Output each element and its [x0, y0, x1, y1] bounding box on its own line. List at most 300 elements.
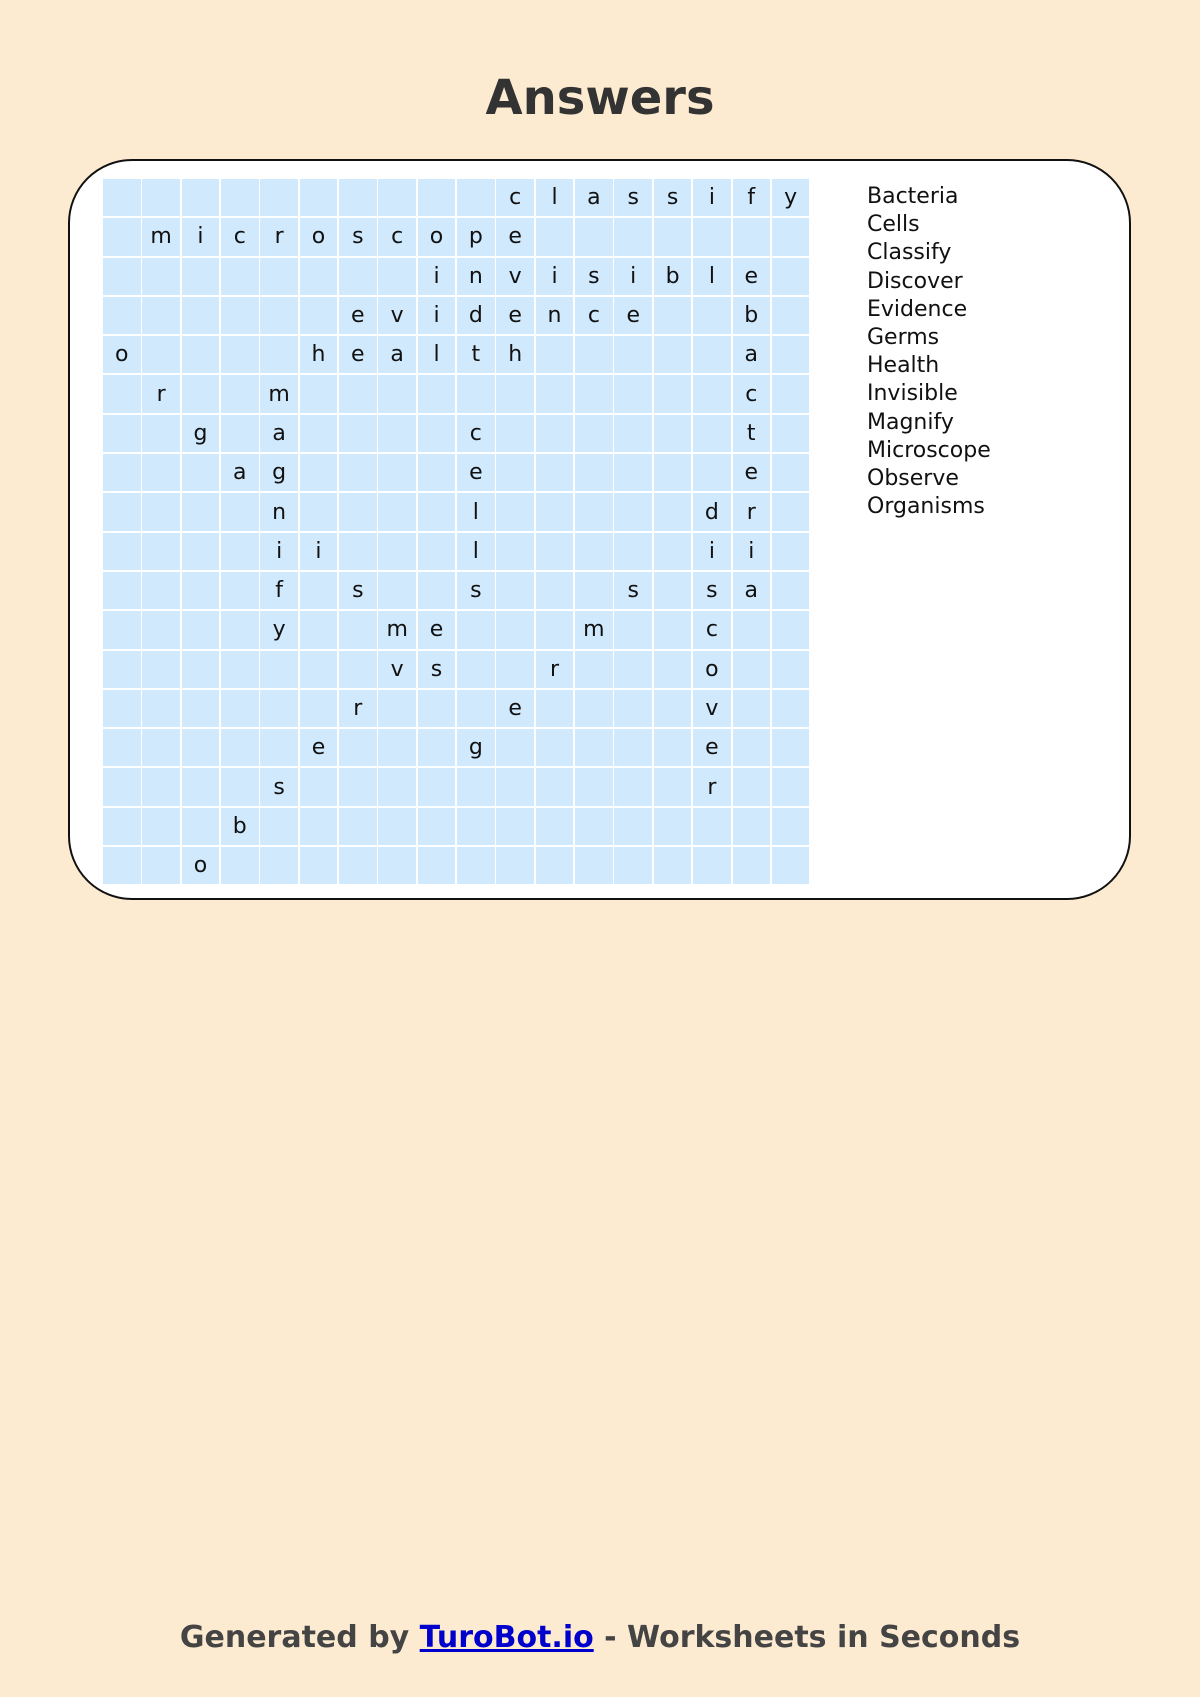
grid-cell: m — [575, 611, 613, 648]
grid-cell: f — [260, 572, 298, 609]
grid-cell — [103, 454, 141, 491]
grid-cell — [378, 729, 416, 766]
grid-cell — [654, 808, 692, 845]
grid-cell — [654, 493, 692, 530]
grid-cell — [654, 454, 692, 491]
grid-cell: r — [142, 375, 180, 412]
grid-cell: h — [496, 336, 534, 373]
grid-cell: b — [733, 297, 771, 334]
grid-cell: e — [496, 218, 534, 255]
grid-cell — [103, 768, 141, 805]
grid-cell — [378, 179, 416, 216]
grid-cell — [733, 808, 771, 845]
grid-cell — [182, 297, 220, 334]
grid-cell — [693, 218, 731, 255]
grid-cell — [182, 533, 220, 570]
grid-cell — [142, 808, 180, 845]
grid-cell — [221, 415, 259, 452]
grid-cell — [339, 808, 377, 845]
grid-cell — [142, 493, 180, 530]
grid-cell — [654, 572, 692, 609]
grid-cell — [221, 375, 259, 412]
grid-cell — [536, 336, 574, 373]
grid-cell — [457, 768, 495, 805]
grid-cell — [654, 415, 692, 452]
grid-cell — [575, 651, 613, 688]
grid-cell — [654, 336, 692, 373]
grid-cell — [418, 768, 456, 805]
grid-cell — [378, 454, 416, 491]
grid-cell — [418, 572, 456, 609]
grid-cell — [654, 297, 692, 334]
grid-cell — [260, 297, 298, 334]
grid-cell — [733, 690, 771, 727]
grid-cell — [182, 375, 220, 412]
grid-cell: a — [733, 336, 771, 373]
grid-cell: s — [575, 258, 613, 295]
grid-cell — [536, 454, 574, 491]
grid-cell — [536, 218, 574, 255]
grid-cell — [142, 454, 180, 491]
grid-cell — [536, 768, 574, 805]
grid-cell — [339, 611, 377, 648]
grid-cell — [103, 218, 141, 255]
grid-cell — [418, 690, 456, 727]
grid-cell — [654, 218, 692, 255]
grid-cell: s — [418, 651, 456, 688]
grid-cell: a — [733, 572, 771, 609]
grid-cell — [614, 493, 652, 530]
grid-cell: e — [300, 729, 338, 766]
grid-cell — [496, 454, 534, 491]
grid-cell: v — [378, 651, 416, 688]
grid-cell — [221, 729, 259, 766]
word-list-item: Evidence — [867, 296, 968, 322]
grid-cell: l — [693, 258, 731, 295]
grid-cell — [772, 493, 810, 530]
word-list-item: Organisms — [867, 494, 985, 520]
grid-cell — [496, 415, 534, 452]
grid-cell: d — [693, 493, 731, 530]
grid-cell — [260, 651, 298, 688]
grid-cell — [103, 729, 141, 766]
grid-cell: v — [496, 258, 534, 295]
grid-cell — [221, 690, 259, 727]
grid-cell — [654, 651, 692, 688]
grid-cell — [221, 493, 259, 530]
grid-cell: b — [654, 258, 692, 295]
grid-cell — [103, 808, 141, 845]
grid-cell — [733, 611, 771, 648]
grid-cell — [654, 533, 692, 570]
grid-cell: e — [733, 258, 771, 295]
grid-cell: i — [418, 258, 456, 295]
grid-cell — [457, 847, 495, 884]
grid-cell — [614, 847, 652, 884]
grid-cell — [339, 493, 377, 530]
grid-cell — [260, 847, 298, 884]
grid-cell — [182, 611, 220, 648]
grid-cell: s — [339, 572, 377, 609]
grid-cell: l — [457, 533, 495, 570]
grid-cell — [103, 258, 141, 295]
grid-cell: i — [614, 258, 652, 295]
grid-cell — [693, 415, 731, 452]
grid-cell: l — [536, 179, 574, 216]
grid-cell — [575, 454, 613, 491]
grid-cell — [614, 808, 652, 845]
grid-cell — [378, 690, 416, 727]
word-list-item: Discover — [867, 268, 963, 294]
grid-cell: v — [378, 297, 416, 334]
grid-cell: c — [496, 179, 534, 216]
grid-cell — [654, 729, 692, 766]
grid-cell — [772, 454, 810, 491]
grid-cell: p — [457, 218, 495, 255]
grid-cell: s — [457, 572, 495, 609]
grid-cell — [772, 651, 810, 688]
grid-cell — [103, 651, 141, 688]
letter-grid — [103, 179, 809, 884]
grid-cell — [221, 611, 259, 648]
grid-cell — [142, 179, 180, 216]
word-list-item: Observe — [867, 466, 959, 492]
grid-cell — [575, 375, 613, 412]
grid-cell — [575, 218, 613, 255]
grid-cell: s — [260, 768, 298, 805]
puzzle-card — [68, 159, 1131, 900]
grid-cell — [103, 375, 141, 412]
word-list-item: Microscope — [867, 437, 991, 463]
grid-cell — [536, 847, 574, 884]
grid-cell: y — [260, 611, 298, 648]
grid-cell — [339, 415, 377, 452]
grid-cell — [614, 375, 652, 412]
grid-cell — [496, 375, 534, 412]
word-list-item: Magnify — [867, 409, 954, 435]
grid-cell — [300, 415, 338, 452]
grid-cell — [339, 454, 377, 491]
grid-cell: s — [614, 572, 652, 609]
page-title: Answers — [485, 70, 715, 126]
grid-cell — [221, 258, 259, 295]
grid-cell — [693, 454, 731, 491]
grid-cell — [772, 690, 810, 727]
grid-cell — [614, 690, 652, 727]
grid-cell: e — [614, 297, 652, 334]
grid-cell — [575, 415, 613, 452]
grid-cell — [614, 336, 652, 373]
grid-cell — [496, 651, 534, 688]
grid-cell — [221, 179, 259, 216]
grid-cell: e — [339, 297, 377, 334]
grid-cell: o — [300, 218, 338, 255]
grid-cell: m — [378, 611, 416, 648]
grid-cell — [300, 375, 338, 412]
grid-cell — [142, 729, 180, 766]
grid-cell — [300, 493, 338, 530]
grid-cell — [457, 808, 495, 845]
grid-cell — [260, 336, 298, 373]
grid-cell: a — [378, 336, 416, 373]
grid-cell: r — [260, 218, 298, 255]
grid-cell — [103, 690, 141, 727]
grid-cell — [221, 847, 259, 884]
grid-cell — [378, 768, 416, 805]
grid-cell — [654, 768, 692, 805]
footer — [0, 1618, 1200, 1658]
grid-cell: c — [733, 375, 771, 412]
grid-cell: i — [536, 258, 574, 295]
grid-cell: a — [260, 415, 298, 452]
grid-cell: s — [339, 218, 377, 255]
grid-cell — [103, 493, 141, 530]
grid-cell — [496, 729, 534, 766]
grid-cell: i — [260, 533, 298, 570]
grid-cell: f — [733, 179, 771, 216]
grid-cell — [772, 729, 810, 766]
grid-cell — [300, 768, 338, 805]
grid-cell — [418, 847, 456, 884]
grid-cell — [654, 847, 692, 884]
grid-cell — [772, 808, 810, 845]
grid-cell — [260, 808, 298, 845]
grid-cell — [496, 847, 534, 884]
grid-cell: e — [339, 336, 377, 373]
word-list — [867, 183, 991, 521]
grid-cell — [575, 336, 613, 373]
grid-cell — [772, 533, 810, 570]
grid-cell — [496, 493, 534, 530]
grid-cell — [182, 729, 220, 766]
grid-cell — [457, 179, 495, 216]
grid-cell — [182, 493, 220, 530]
grid-cell — [575, 808, 613, 845]
grid-cell — [182, 179, 220, 216]
grid-cell — [418, 808, 456, 845]
grid-cell — [772, 375, 810, 412]
grid-cell: c — [457, 415, 495, 452]
grid-cell — [733, 218, 771, 255]
grid-cell — [733, 651, 771, 688]
grid-cell — [575, 572, 613, 609]
grid-cell — [772, 572, 810, 609]
grid-cell: e — [693, 729, 731, 766]
grid-cell — [339, 375, 377, 412]
grid-cell — [733, 847, 771, 884]
grid-cell — [182, 808, 220, 845]
grid-cell — [221, 572, 259, 609]
grid-cell: s — [614, 179, 652, 216]
grid-cell — [418, 415, 456, 452]
footer-suffix: - Worksheets in Seconds — [593, 1620, 1021, 1655]
grid-cell — [182, 768, 220, 805]
grid-cell — [418, 454, 456, 491]
grid-cell — [378, 375, 416, 412]
grid-cell — [182, 572, 220, 609]
grid-cell — [300, 808, 338, 845]
grid-cell: r — [733, 493, 771, 530]
grid-cell: e — [496, 690, 534, 727]
grid-cell — [221, 533, 259, 570]
grid-cell: i — [300, 533, 338, 570]
grid-cell — [182, 336, 220, 373]
word-list-item: Invisible — [867, 381, 958, 407]
grid-cell: m — [142, 218, 180, 255]
grid-cell: i — [418, 297, 456, 334]
grid-cell — [496, 768, 534, 805]
grid-cell — [221, 768, 259, 805]
grid-cell — [182, 258, 220, 295]
grid-cell — [103, 611, 141, 648]
grid-cell — [418, 729, 456, 766]
grid-cell — [614, 651, 652, 688]
grid-cell — [378, 808, 416, 845]
grid-cell: a — [575, 179, 613, 216]
grid-cell: i — [182, 218, 220, 255]
grid-cell — [378, 847, 416, 884]
grid-cell — [142, 611, 180, 648]
grid-cell: v — [693, 690, 731, 727]
grid-cell — [300, 847, 338, 884]
grid-cell — [221, 651, 259, 688]
grid-cell: n — [260, 493, 298, 530]
grid-cell: m — [260, 375, 298, 412]
grid-cell — [221, 297, 259, 334]
grid-cell: y — [772, 179, 810, 216]
grid-cell: d — [457, 297, 495, 334]
grid-cell — [772, 415, 810, 452]
grid-cell — [457, 651, 495, 688]
grid-cell — [378, 533, 416, 570]
grid-cell — [575, 847, 613, 884]
grid-cell — [300, 690, 338, 727]
grid-cell — [575, 768, 613, 805]
grid-cell — [693, 336, 731, 373]
grid-cell — [457, 690, 495, 727]
grid-cell — [772, 768, 810, 805]
grid-cell — [496, 808, 534, 845]
grid-cell: e — [496, 297, 534, 334]
grid-cell — [693, 375, 731, 412]
grid-cell — [693, 847, 731, 884]
grid-cell: e — [418, 611, 456, 648]
grid-cell — [536, 690, 574, 727]
grid-cell — [614, 415, 652, 452]
grid-cell — [614, 611, 652, 648]
grid-cell: l — [457, 493, 495, 530]
grid-cell — [378, 258, 416, 295]
grid-cell: o — [693, 651, 731, 688]
grid-cell — [142, 651, 180, 688]
grid-cell — [378, 493, 416, 530]
grid-cell — [614, 768, 652, 805]
grid-cell — [142, 533, 180, 570]
grid-cell — [260, 258, 298, 295]
grid-cell — [536, 533, 574, 570]
grid-cell: i — [693, 179, 731, 216]
grid-cell — [536, 572, 574, 609]
grid-cell: b — [221, 808, 259, 845]
grid-cell — [536, 808, 574, 845]
grid-cell: l — [418, 336, 456, 373]
word-list-item: Cells — [867, 212, 920, 238]
grid-cell — [339, 258, 377, 295]
grid-cell — [536, 375, 574, 412]
grid-cell — [614, 454, 652, 491]
grid-cell — [182, 454, 220, 491]
grid-cell — [614, 218, 652, 255]
word-list-item: Classify — [867, 240, 952, 266]
grid-cell — [575, 690, 613, 727]
grid-cell — [103, 179, 141, 216]
grid-cell — [260, 179, 298, 216]
grid-cell — [418, 533, 456, 570]
grid-cell: c — [221, 218, 259, 255]
grid-cell — [339, 768, 377, 805]
grid-cell — [103, 533, 141, 570]
grid-cell — [300, 651, 338, 688]
grid-cell — [260, 690, 298, 727]
grid-cell — [496, 611, 534, 648]
footer-prefix: Generated by — [179, 1620, 420, 1655]
grid-cell: o — [103, 336, 141, 373]
grid-cell — [339, 533, 377, 570]
grid-cell — [103, 847, 141, 884]
grid-cell — [182, 690, 220, 727]
grid-cell — [496, 533, 534, 570]
grid-cell: t — [457, 336, 495, 373]
grid-cell — [300, 611, 338, 648]
grid-cell — [654, 611, 692, 648]
grid-cell — [536, 493, 574, 530]
grid-cell: o — [182, 847, 220, 884]
grid-cell — [693, 808, 731, 845]
grid-cell: o — [418, 218, 456, 255]
grid-cell: a — [221, 454, 259, 491]
grid-cell: n — [457, 258, 495, 295]
grid-cell — [339, 651, 377, 688]
grid-cell: t — [733, 415, 771, 452]
grid-cell — [260, 729, 298, 766]
grid-cell — [457, 611, 495, 648]
grid-cell — [772, 297, 810, 334]
word-list-item: Bacteria — [867, 184, 959, 209]
grid-cell — [142, 258, 180, 295]
grid-cell — [142, 690, 180, 727]
grid-cell — [142, 768, 180, 805]
grid-cell — [496, 572, 534, 609]
grid-cell — [614, 533, 652, 570]
grid-cell — [339, 847, 377, 884]
grid-cell — [457, 375, 495, 412]
grid-cell — [772, 336, 810, 373]
grid-cell — [418, 375, 456, 412]
grid-cell — [103, 572, 141, 609]
turobot-link[interactable]: TuroBot.io — [419, 1620, 594, 1655]
grid-cell: g — [260, 454, 298, 491]
grid-cell — [654, 690, 692, 727]
grid-cell — [142, 336, 180, 373]
grid-cell — [300, 297, 338, 334]
grid-cell: r — [339, 690, 377, 727]
grid-cell — [142, 415, 180, 452]
grid-cell: c — [378, 218, 416, 255]
grid-cell: g — [457, 729, 495, 766]
grid-cell — [142, 297, 180, 334]
grid-cell: h — [300, 336, 338, 373]
grid-cell — [103, 415, 141, 452]
